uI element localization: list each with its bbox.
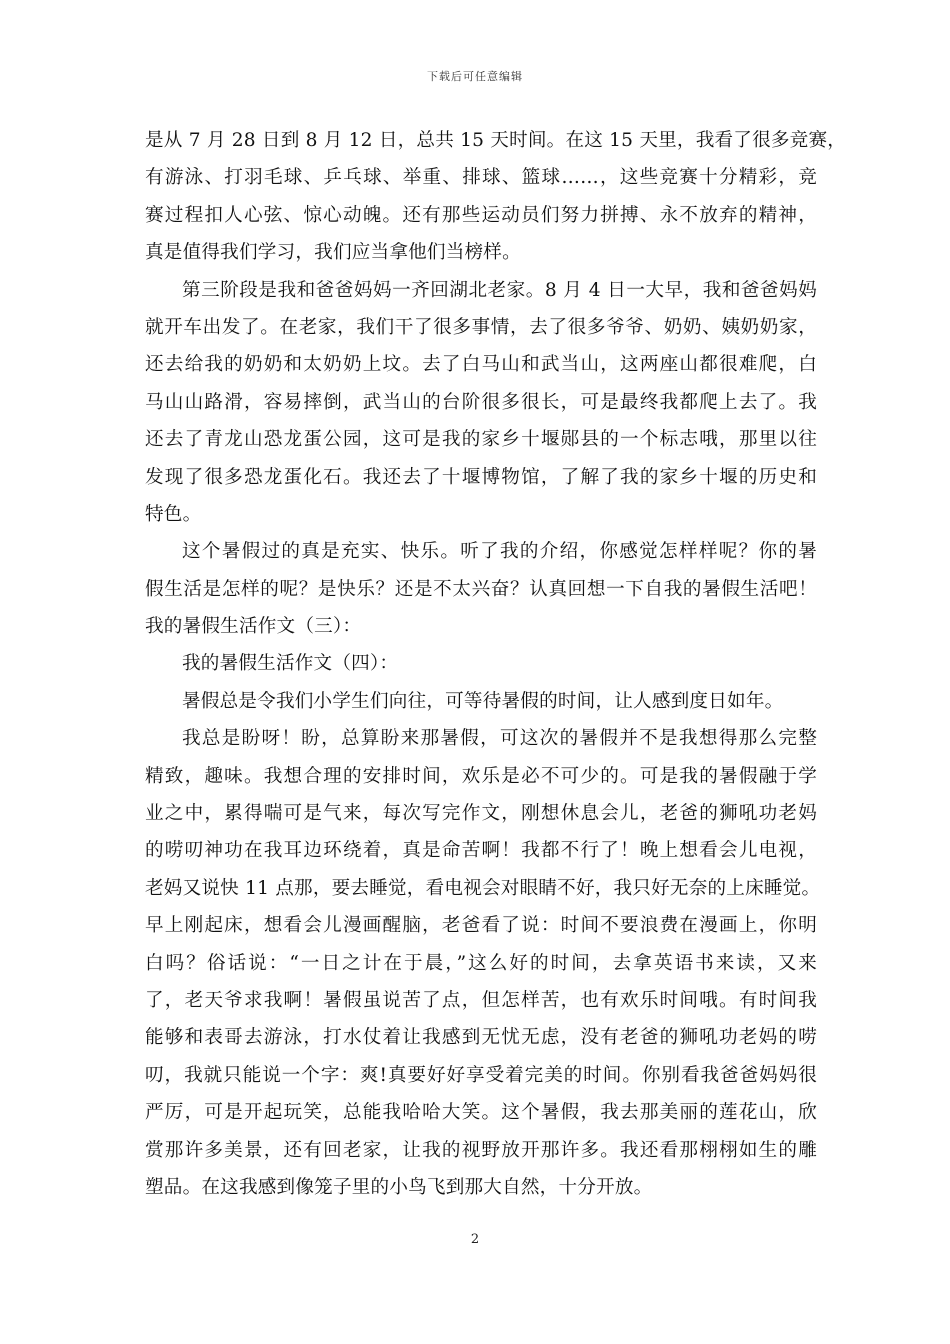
text-line: 精致，趣味。我想合理的安排时间，欢乐是必不可少的。可是我的暑假融于学: [145, 765, 817, 787]
text-line: 真是值得我们学习，我们应当拿他们当榜样。: [145, 242, 521, 264]
text-line: 白吗？俗话说：“一日之计在于晨，”这么好的时间，去拿英语书来读，又来: [145, 952, 817, 974]
text-line: 这个暑假过的真是充实、快乐。听了我的介绍，你感觉怎样样呢？你的暑: [182, 541, 817, 563]
text-line: 早上刚起床，想看会儿漫画醒脑，老爸看了说：时间不要浪费在漫画上，你明: [145, 915, 817, 937]
text-line: 赛过程扣人心弦、惊心动魄。还有那些运动员们努力拼搏、永不放弃的精神，: [145, 204, 817, 226]
paragraph: [145, 533, 817, 608]
text-line: 假生活是怎样的呢？是快乐？还是不太兴奋？认真回想一下自我的暑假生活吧！: [145, 578, 817, 600]
text-line: 赏那许多美景，还有回老家，让我的视野放开那许多。我还看那栩栩如生的雕: [145, 1139, 817, 1161]
page-header: 下载后可任意编辑: [427, 70, 523, 83]
text-line: 马山山路滑，容易摔倒，武当山的台阶很多很长，可是最终我都爬上去了。我: [145, 391, 817, 413]
document-body: [145, 122, 847, 1206]
text-line: 有游泳、打羽毛球、乒乓球、举重、排球、篮球……，这些竞赛十分精彩，竞: [145, 167, 817, 189]
text-line: 了，老天爷求我啊！暑假虽说苦了点，但怎样苦，也有欢乐时间哦。有时间我: [145, 989, 817, 1011]
text-line: 业之中，累得喘可是气来，每次写完作文，刚想休息会儿，老爸的狮吼功老妈: [145, 803, 817, 825]
text-line: 是从 7 月 28 日到 8 月 12 日，总共 15 天时间。在这 15 天里，我看了很多竞赛，: [145, 130, 847, 151]
text-line: 第三阶段是我和爸爸妈妈一齐回湖北老家。8 月 4 日一大早，我和爸爸妈妈: [182, 279, 817, 301]
text-line: 老妈又说快 11 点那，要去睡觉，看电视会对眼睛不好，我只好无奈的上床睡觉。: [145, 877, 821, 899]
page-number: 2: [470, 1232, 480, 1247]
essay-heading: [145, 608, 817, 645]
text-line: 我的暑假生活作文（四）：: [182, 653, 399, 675]
text-line: 能够和表哥去游泳，打水仗着让我感到无忧无虑，没有老爸的狮吼功老妈的唠: [145, 1027, 817, 1049]
text-line: 特色。: [145, 503, 202, 525]
paragraph: [145, 683, 817, 720]
text-line: 还去了青龙山恐龙蛋公园，这可是我的家乡十堰郧县的一个标志哦，那里以往: [145, 429, 817, 451]
text-line: 的唠叨神功在我耳边环绕着，真是命苦啊！我都不行了！晚上想看会儿电视，: [145, 840, 817, 862]
text-line: 我的暑假生活作文（三）：: [145, 616, 362, 638]
text-line: 暑假总是令我们小学生们向往，可等待暑假的时间，让人感到度日如年。: [182, 690, 784, 712]
essay-heading: [145, 645, 817, 682]
text-line: 我总是盼呀！盼，总算盼来那暑假，可这次的暑假并不是我想得那么完整: [182, 728, 817, 750]
paragraph: [145, 272, 817, 534]
text-line: 就开车出发了。在老家，我们干了很多事情，去了很多爷爷、奶奶、姨奶奶家，: [145, 316, 817, 338]
text-line: 叨，我就只能说一个字：爽!真要好好享受着完美的时间。你别看我爸爸妈妈很: [145, 1064, 817, 1086]
paragraph: [145, 122, 847, 272]
text-line: 塑品。在这我感到像笼子里的小鸟飞到那大自然，十分开放。: [145, 1176, 653, 1198]
paragraph: [145, 720, 821, 1206]
text-line: 还去给我的奶奶和太奶奶上坟。去了白马山和武当山，这两座山都很难爬，白: [145, 354, 817, 376]
text-line: 严厉，可是开起玩笑，总能我哈哈大笑。这个暑假，我去那美丽的莲花山，欣: [145, 1102, 817, 1124]
text-line: 发现了很多恐龙蛋化石。我还去了十堰博物馆，了解了我的家乡十堰的历史和: [145, 466, 817, 488]
